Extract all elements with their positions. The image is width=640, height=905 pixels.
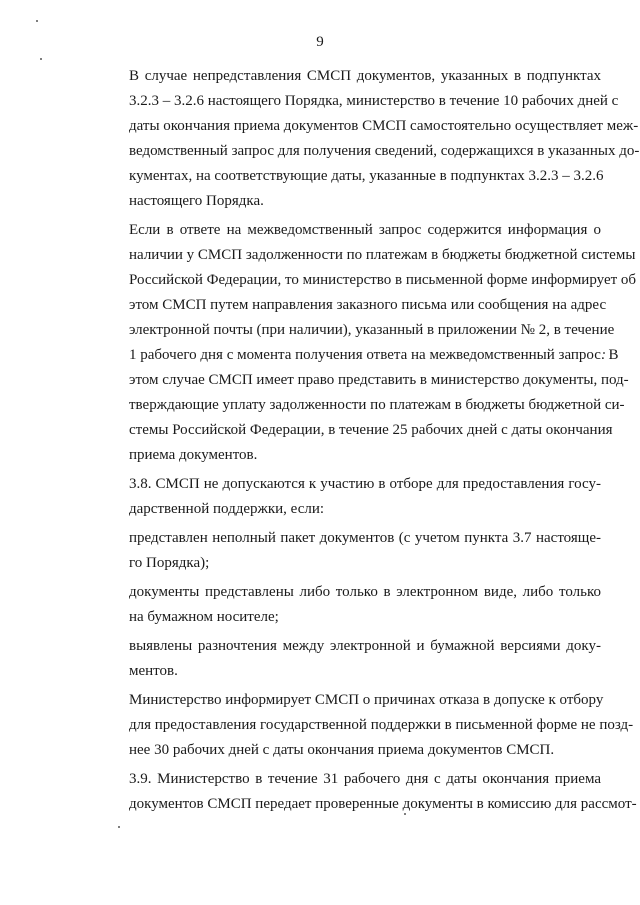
text-line: для предоставления государственной поддержки в письменной форме не позд- xyxy=(129,717,634,733)
text-line: 3.8. СМСП не допускаются к участию в отборе для предоставления госу- xyxy=(129,476,601,492)
text-line: В случае непредставления СМСП документов, указанных в подпунктах xyxy=(129,68,601,84)
text-line: дарственной поддержки, если: xyxy=(129,501,325,517)
text-line: ментов. xyxy=(129,663,178,679)
text-line: настоящего Порядка. xyxy=(129,193,264,209)
paragraph xyxy=(86,634,601,684)
text-line: документов СМСП передает проверенные документы в комиссию для рассмот- xyxy=(129,796,637,812)
paragraph xyxy=(86,472,601,522)
text-line: наличии у СМСП задолженности по платежам в бюджеты бюджетной системы xyxy=(129,247,636,263)
text-line: Российской Федерации, то министерство в письменной форме информирует об xyxy=(129,272,637,288)
text-line: Министерство информирует СМСП о причинах отказа в допуске к отбору xyxy=(129,692,604,708)
text-line: представлен неполный пакет документов (с учетом пункта 3.7 настояще- xyxy=(129,530,601,546)
scan-speck xyxy=(40,58,42,60)
paragraph xyxy=(86,526,601,576)
text-line: тверждающие уплату задолженности по платежам в бюджеты бюджетной си- xyxy=(129,397,625,413)
text-line: 1 рабочего дня с момента получения ответа на межведомственный запрос. В xyxy=(129,347,619,363)
text-line: ведомственный запрос для получения сведений, содержащихся в указанных до- xyxy=(129,143,640,159)
paragraph xyxy=(86,580,601,630)
document-body xyxy=(86,64,640,821)
page-number: 9 xyxy=(316,34,324,50)
paragraph xyxy=(86,218,637,468)
text-line: стемы Российской Федерации, в течение 25 рабочих дней с даты окончания xyxy=(129,422,613,438)
scan-speck xyxy=(118,826,120,828)
text-line: го Порядка); xyxy=(129,555,210,571)
text-line: этом случае СМСП имеет право представить в министерство документы, под- xyxy=(129,372,629,388)
text-line: приема документов. xyxy=(129,447,258,463)
paragraph xyxy=(86,64,640,214)
text-line: даты окончания приема документов СМСП самостоятельно осуществляет меж- xyxy=(129,118,639,134)
text-line: документы представлены либо только в электронном виде, либо только xyxy=(129,584,601,600)
text-line: нее 30 рабочих дней с даты окончания приема документов СМСП. xyxy=(129,742,555,758)
text-line: 3.9. Министерство в течение 31 рабочего дня с даты окончания приема xyxy=(129,771,601,787)
text-line: электронной почты (при наличии), указанный в приложении № 2, в течение xyxy=(129,322,615,338)
paragraph xyxy=(86,767,637,817)
text-line: на бумажном носителе; xyxy=(129,609,279,625)
text-line: Если в ответе на межведомственный запрос содержится информация о xyxy=(129,222,601,238)
text-line: 3.2.3 – 3.2.6 настоящего Порядка, министерство в течение 10 рабочих дней с xyxy=(129,93,619,109)
text-line: выявлены разночтения между электронной и бумажной версиями доку- xyxy=(129,638,601,654)
text-line: кументах, на соответствующие даты, указанные в подпунктах 3.2.3 – 3.2.6 xyxy=(129,168,604,184)
scan-speck xyxy=(36,20,38,22)
text-line: этом СМСП путем направления заказного письма или сообщения на адрес xyxy=(129,297,607,313)
paragraph xyxy=(86,688,634,763)
